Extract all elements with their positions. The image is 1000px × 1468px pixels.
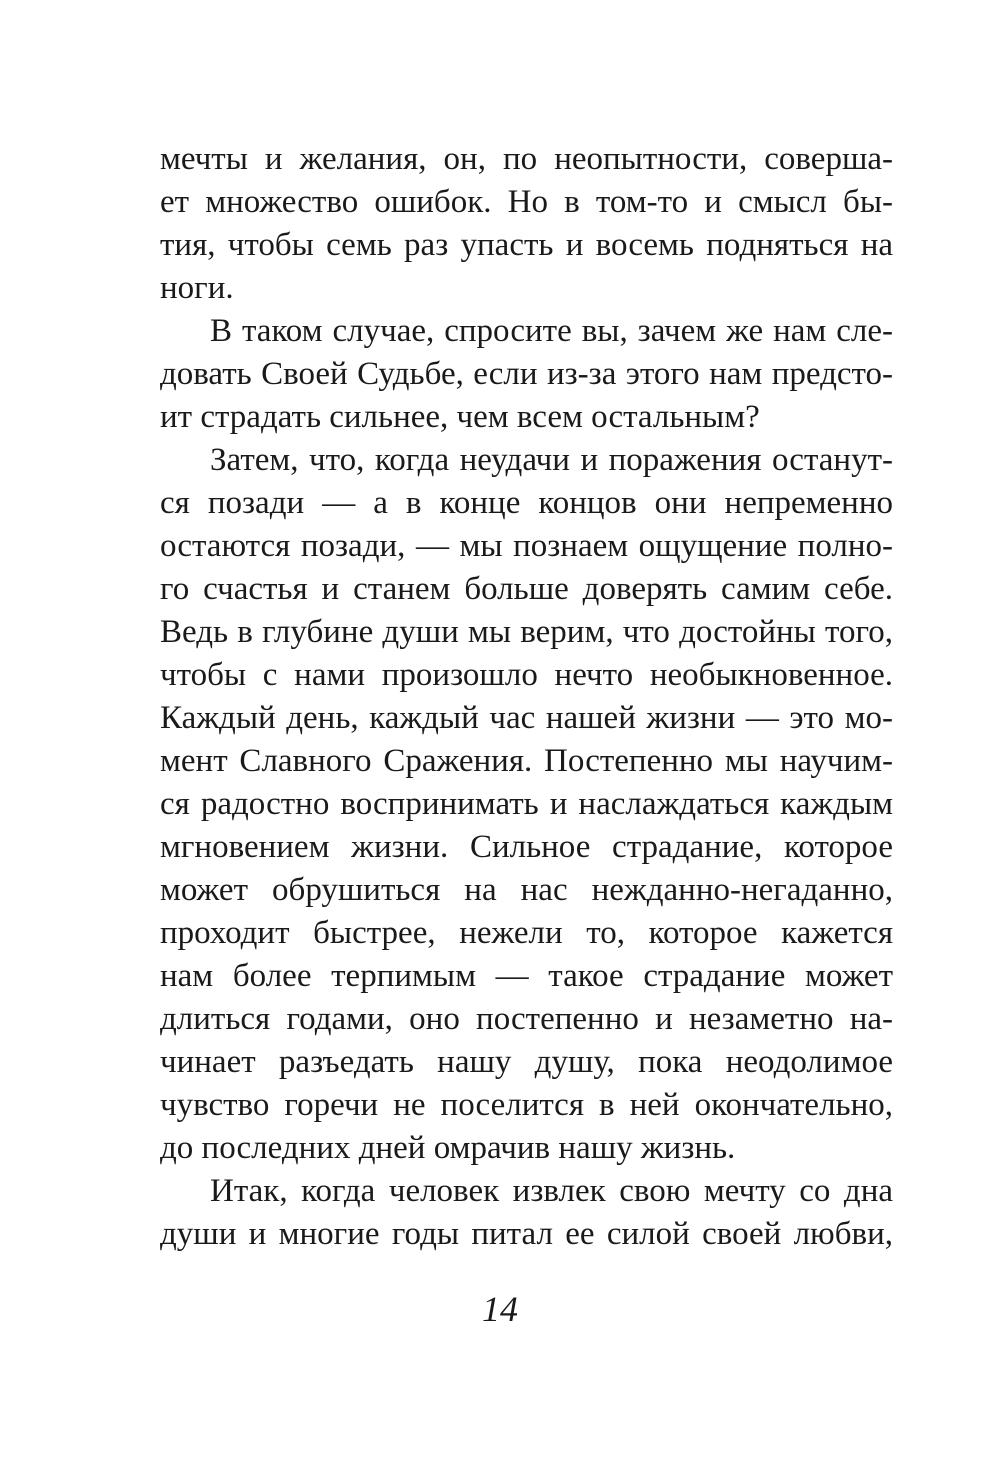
page-number: 14 bbox=[482, 1289, 518, 1329]
body-text bbox=[160, 138, 893, 1256]
text-line: Каждый день, каждый час нашей жизни — это мо- bbox=[160, 700, 893, 736]
text-line: до последних дней омрачив нашу жизнь. bbox=[160, 1130, 736, 1166]
text-line: остаются позади, — мы познаем ощущение полно- bbox=[160, 528, 893, 564]
text-line: мгновением жизни. Сильное страдание, которое bbox=[160, 829, 893, 865]
text-line: может обрушиться на нас нежданно-негаданно, bbox=[160, 872, 893, 908]
text-line: В таком случае, спросите вы, зачем же нам сле- bbox=[210, 313, 893, 349]
text-line: ся радостно воспринимать и наслаждаться каждым bbox=[160, 786, 893, 822]
text-line: чинает разъедать нашу душу, пока неодолимое bbox=[160, 1044, 893, 1080]
text-line: Итак, когда человек извлек свою мечту со дна bbox=[210, 1173, 893, 1209]
text-line: Затем, что, когда неудачи и поражения останут- bbox=[210, 442, 893, 478]
text-line: ет множество ошибок. Но в том-то и смысл бы- bbox=[160, 184, 893, 220]
text-line: ит страдать сильнее, чем всем остальным? bbox=[160, 399, 760, 435]
text-line: мечты и желания, он, по неопытности, соверша- bbox=[160, 141, 893, 177]
text-line: Ведь в глубине души мы верим, что достойны того, bbox=[160, 614, 893, 650]
text-line: нам более терпимым — такое страдание может bbox=[160, 958, 893, 994]
text-line: мент Славного Сражения. Постепенно мы научим- bbox=[160, 743, 893, 779]
text-line: проходит быстрее, нежели то, которое кажется bbox=[160, 915, 893, 951]
text-line: ноги. bbox=[160, 270, 234, 306]
text-line: души и многие годы питал ее силой своей любви, bbox=[160, 1216, 893, 1252]
text-line: чтобы с нами произошло нечто необыкновенное. bbox=[160, 657, 893, 693]
text-line: тия, чтобы семь раз упасть и восемь подняться на bbox=[160, 227, 893, 263]
text-line: довать Своей Судьбе, если из-за этого нам предсто- bbox=[160, 356, 893, 392]
text-line: го счастья и станем больше доверять самим себе. bbox=[160, 571, 893, 607]
text-line: чувство горечи не поселится в ней окончательно, bbox=[160, 1087, 893, 1123]
text-line: ся позади — а в конце концов они непременно bbox=[160, 485, 893, 521]
text-line: длиться годами, оно постепенно и незаметно на- bbox=[160, 1001, 893, 1037]
